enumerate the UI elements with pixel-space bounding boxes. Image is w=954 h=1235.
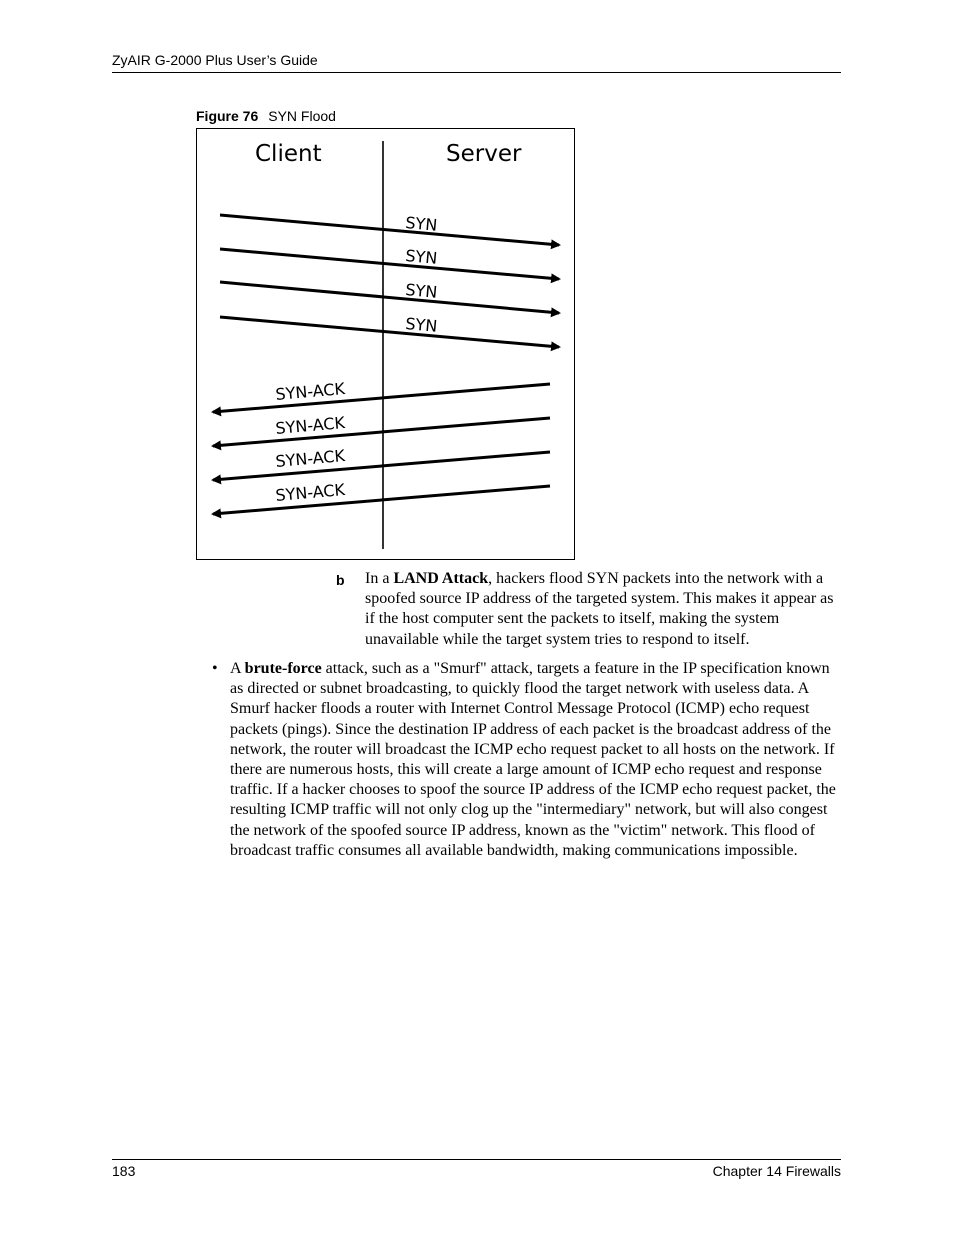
synack-arrow — [213, 384, 550, 412]
figure-number: Figure 76 — [196, 108, 259, 124]
header-rule — [112, 72, 841, 73]
synack-label: SYN-ACK — [274, 412, 346, 438]
syn-label: SYN — [404, 213, 439, 235]
synack-arrow — [213, 418, 550, 446]
synack-label: SYN-ACK — [274, 378, 346, 404]
brute-force-term: brute-force — [244, 660, 322, 677]
land-attack-text — [365, 569, 843, 650]
syn-arrow — [220, 249, 559, 279]
chapter-title: Chapter 14 Firewalls — [712, 1163, 841, 1179]
brute-force-text — [230, 659, 842, 861]
syn-flood-svg — [197, 129, 574, 559]
figure-caption — [196, 108, 336, 124]
syn-label: SYN — [404, 314, 439, 336]
synack-label: SYN-ACK — [274, 445, 346, 471]
server-label: Server — [446, 141, 522, 167]
synack-arrow — [213, 452, 550, 480]
figure-title: SYN Flood — [268, 108, 336, 124]
synack-label: SYN-ACK — [274, 479, 346, 505]
land-attack-body: , hackers flood SYN packets into the network with a spoofed source IP address of the targeted system. This makes it appear as if the host computer sent the packets to itself, making the system unavailable while the target system tries to respond to itself. — [365, 570, 834, 648]
page-number: 183 — [112, 1163, 136, 1179]
client-label: Client — [255, 141, 322, 167]
syn-flood-diagram — [196, 128, 575, 560]
syn-label: SYN — [404, 280, 439, 302]
list-marker: b — [336, 572, 345, 588]
land-attack-prefix: In a — [365, 570, 394, 587]
land-attack-term: LAND Attack — [393, 570, 489, 587]
bullet-marker: • — [212, 660, 218, 677]
syn-label: SYN — [404, 246, 439, 268]
syn-arrow — [220, 215, 559, 245]
brute-force-prefix: A — [230, 660, 245, 677]
synack-arrow — [213, 486, 550, 514]
brute-force-body: attack, such as a "Smurf" attack, targets a feature in the IP specification known as directed or subnet broadcasting, to quickly flood the target network with useless data. A Smurf hacker floods a router with Internet Control Message Protocol (ICMP) echo request packets (pings). Since the destination IP address of each packet is the broadcast address of the network, the router will broadcast the ICMP echo request packet to all hosts on the network. If there are numerous hosts, this will create a large amount of ICMP echo request and response traffic. If a hacker chooses to spoof the source IP address of the ICMP echo request packet, the resulting ICMP traffic will not only clog up the "intermediary" network, but will also congest the network of the spoofed source IP address, known as the "victim" network. This flood of broadcast traffic consumes all available bandwidth, making communications impossible. — [230, 660, 836, 859]
syn-arrow — [220, 282, 559, 313]
syn-arrow — [220, 317, 559, 347]
running-header: ZyAIR G-2000 Plus User’s Guide — [112, 52, 318, 68]
footer-rule — [112, 1159, 841, 1160]
